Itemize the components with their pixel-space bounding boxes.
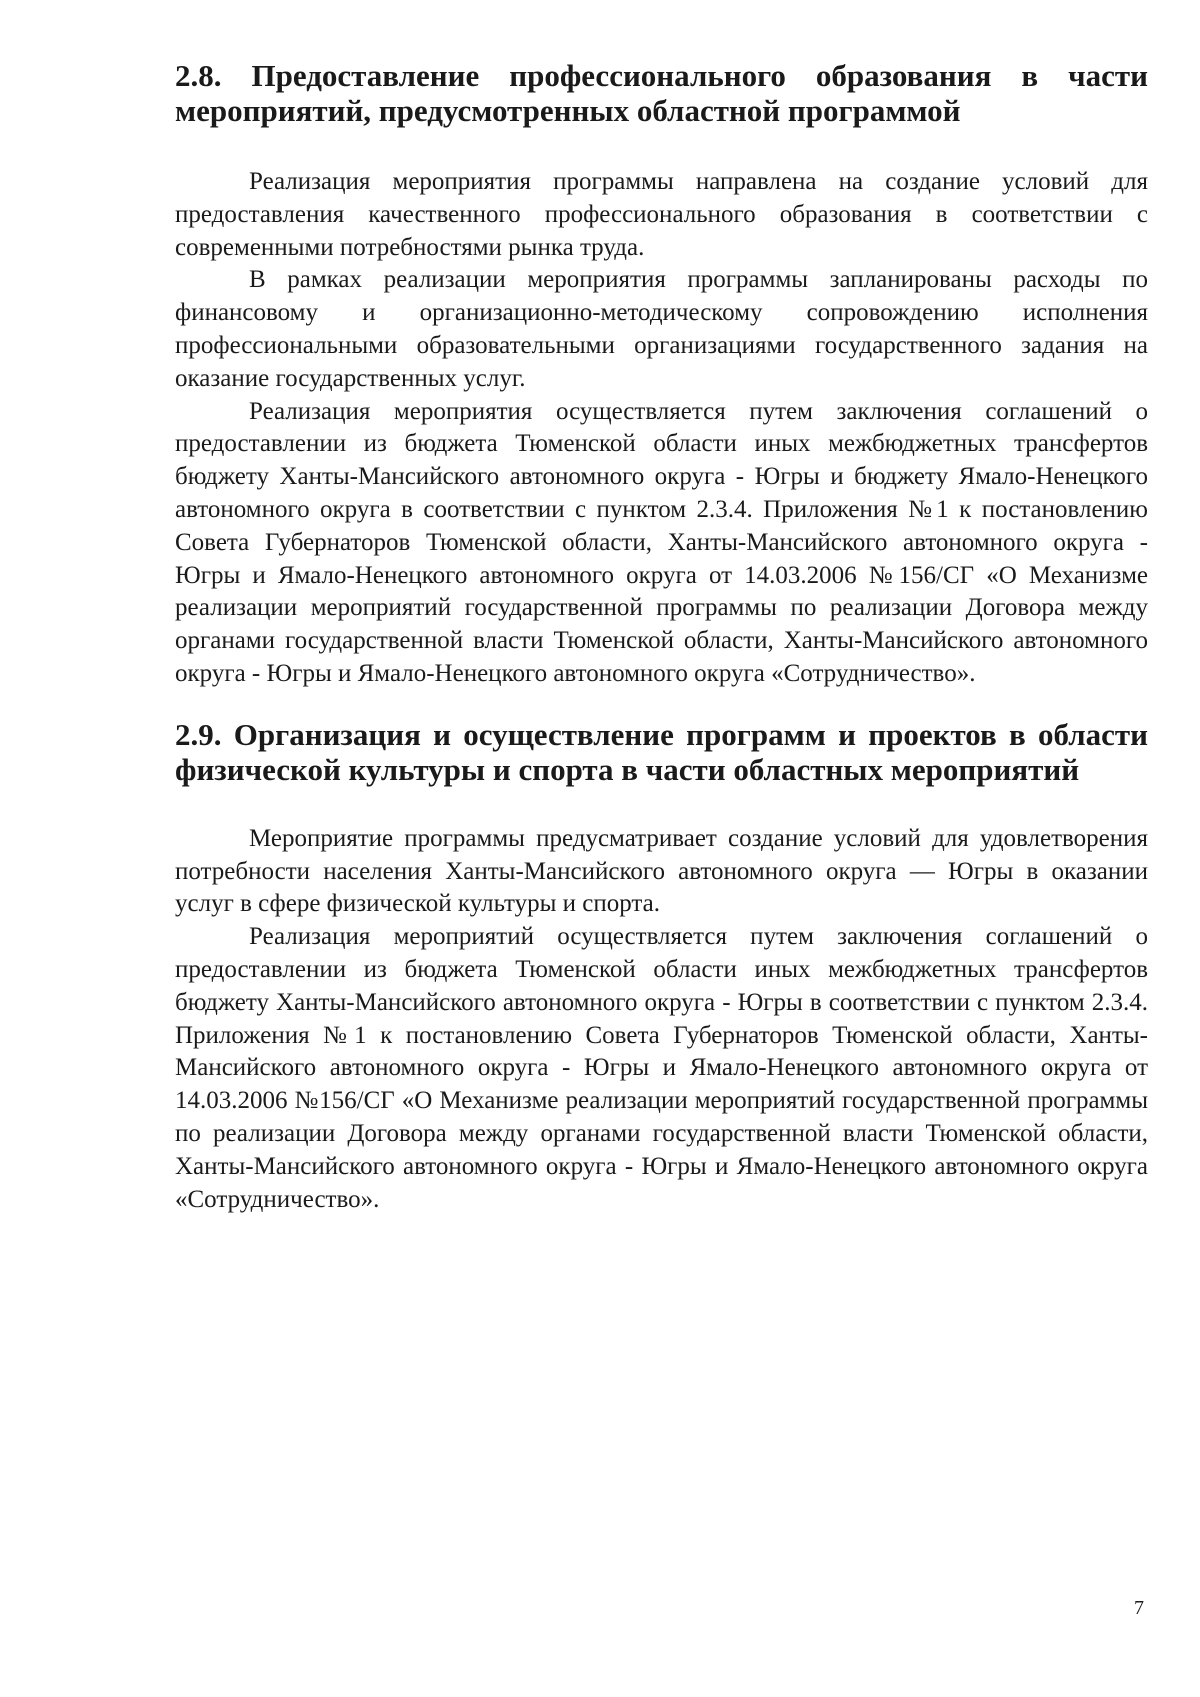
page-number: 7	[1134, 1597, 1144, 1619]
section-2-8-paragraph-3: Реализация мероприятия осуществляется путем заключения соглашений о предоставлении из бюджета Тюменской области иных межбюджетных трансфертов бюджету Ханты-Мансийского автономного округа - Югры и бюджету Ямало-Ненецкого автономного округа в соответствии с пунктом 2.3.4. Приложения №1 к постановлению Совета Губернаторов Тюменской области, Ханты-Мансийского автономного округа - Югры и Ямало-Ненецкого автономного округа от 14.03.2006 №156/СГ «О Механизме реализации мероприятий государственной программы по реализации Договора между органами государственной власти Тюменской области, Ханты-Мансийского автономного округа - Югры и Ямало-Ненецкого автономного округа «Сотрудничество».	[175, 397, 1148, 687]
section-heading-2-9: 2.9. Организация и осуществление программ и проектов в области физической культуры и спорта в части областных мероприятий	[175, 716, 1148, 787]
section-heading-2-8: 2.8. Предоставление профессионального образования в части мероприятий, предусмотренных областной программой	[175, 58, 1148, 128]
section-2-9-paragraph-1: Мероприятие программы предусматривает создание условий для удовлетворения потребности населения Ханты-Мансийского автономного округа — Югры в оказании услуг в сфере физической культуры и спорта.	[175, 824, 1148, 918]
section-2-8-paragraph-2: В рамках реализации мероприятия программы запланированы расходы по финансовому и организационно-методическому сопровождению исполнения профессиональными образовательными организациями государственного задания на оказание государственных услуг.	[175, 266, 1148, 392]
page-content	[175, 58, 1148, 1216]
section-2-8-paragraph-1: Реализация мероприятия программы направлена на создание условий для предоставления качественного профессионального образования в соответствии с современными потребностями рынка труда.	[175, 168, 1148, 261]
section-2-9-paragraph-2: Реализация мероприятий осуществляется путем заключения соглашений о предоставлении из бюджета Тюменской области иных межбюджетных трансфертов бюджету Ханты-Мансийского автономного округа - Югры в соответствии с пунктом 2.3.4. Приложения №1 к постановлению Совета Губернаторов Тюменской области, Ханты-Мансийского автономного округа - Югры и Ямало-Ненецкого автономного округа от 14.03.2006 №156/СГ «О Механизме реализации мероприятий государственной программы по реализации Договора между органами государственной власти Тюменской области, Ханты-Мансийского автономного округа - Югры и Ямало-Ненецкого автономного округа «Сотрудничество».	[175, 923, 1148, 1213]
